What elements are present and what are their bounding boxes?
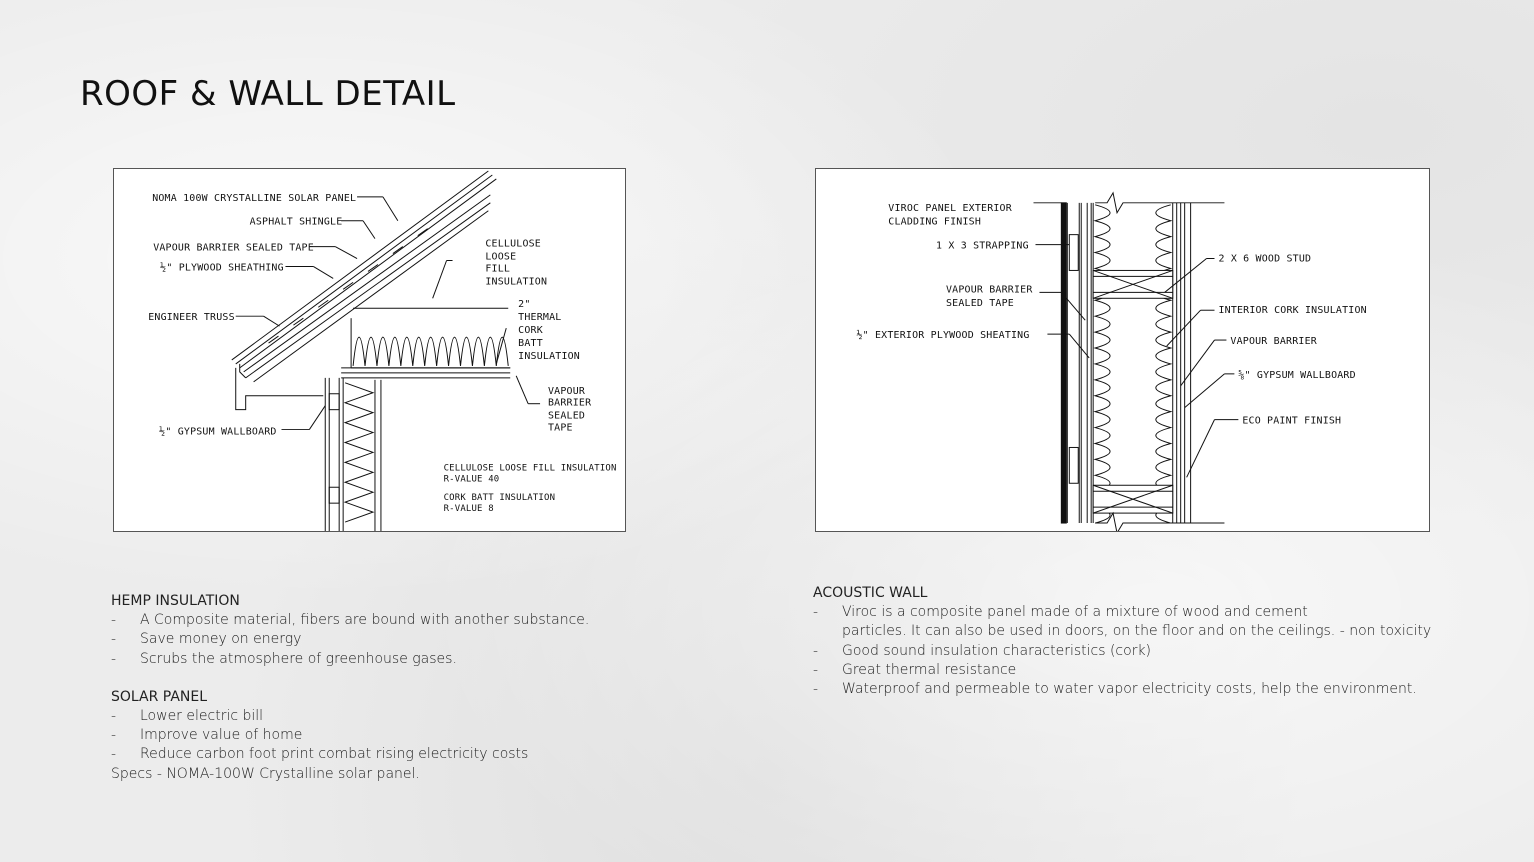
wall-label-vb-2: SEALED TAPE [945,298,1014,310]
roof-legend-4: R-VALUE 8 [443,504,494,515]
roof-label-cork-4: BATT [518,338,543,350]
acoustic-list-rest [813,642,1433,700]
roof-label-cork-2: THERMAL [518,312,562,324]
roof-detail-svg [114,169,625,531]
list-item: - A Composite material, fibers are bound with another substance. [111,611,711,630]
roof-label-cellulose-3: FILL [485,263,511,275]
list-item: - Scrubs the atmosphere of greenhouse gases. [111,650,711,669]
roof-label-cork-3: CORK [518,325,543,337]
acoustic-item1-continued: particles. It can also be used in doors, on the floor and on the ceilings. - non toxicity [842,623,1432,640]
wall-label-viroc-1: VIROC PANEL EXTERIOR [888,202,1012,214]
acoustic-heading: ACOUSTIC WALL [813,585,928,601]
solar-heading: SOLAR PANEL [111,688,208,705]
hemp-list [111,611,711,669]
list-item: - Waterproof and permeable to water vapor electricity costs, help the environment. [813,680,1433,699]
roof-label-asphalt: ASPHALT SHINGLE [249,216,343,228]
wall-label-vapour: VAPOUR BARRIER [1230,336,1317,348]
roof-label-vb-4: TAPE [548,422,573,434]
roof-label-cellulose-4: INSULATION [485,276,548,288]
wall-label-cork: INTERIOR CORK INSULATION [1218,305,1367,317]
roof-label-vb-1: VAPOUR [548,385,586,397]
wall-detail-drawing [815,168,1430,532]
solar-list [111,707,711,765]
acoustic-list [813,603,1433,622]
list-item: - Save money on energy [111,630,711,649]
roof-label-plywood: ½" PLYWOOD SHEATHING [160,262,284,274]
roof-detail-drawing [113,168,626,532]
roof-label-vb-3: SEALED [548,410,586,422]
roof-label-cork-5: INSULATION [518,350,581,362]
roof-label-gypsum: ½" GYPSUM WALLBOARD [159,426,277,438]
wall-label-paint: ECO PAINT FINISH [1242,415,1342,427]
roof-label-vb-2: BARRIER [548,397,592,409]
hemp-heading: HEMP INSULATION [111,593,240,609]
solar-specs: Specs - NOMA-100W Crystalline solar panel. [111,765,420,782]
roof-legend-2: R-VALUE 40 [443,474,500,485]
roof-legend-1: CELLULOSE LOOSE FILL INSULATION [443,463,617,474]
roof-label-solar-panel: NOMA 100W CRYSTALLINE SOLAR PANEL [152,192,357,204]
wall-label-plywood: ½" EXTERIOR PLYWOOD SHEATING [856,330,1030,342]
wall-label-stud: 2 X 6 WOOD STUD [1218,253,1312,265]
wall-label-vb-1: VAPOUR BARRIER [945,284,1033,296]
list-item: - Great thermal resistance [813,661,1433,680]
roof-label-cellulose-2: LOOSE [485,251,517,263]
list-item: - Viroc is a composite panel made of a mixture of wood and cement [813,603,1433,622]
list-item: - Lower electric bill [111,707,711,726]
acoustic-notes [813,584,1433,699]
list-item: - Good sound insulation characteristics (cork) [813,642,1433,661]
page-title: ROOF & WALL DETAIL [80,74,456,114]
roof-legend-3: CORK BATT INSULATION [443,493,556,504]
wall-label-viroc-2: CLADDING FINISH [888,216,982,228]
roof-label-truss: ENGINEER TRUSS [148,312,235,324]
wall-detail-svg [816,169,1429,531]
roof-notes [111,592,711,784]
roof-label-cork-1: 2" [518,299,531,311]
wall-label-gypsum: ⅝" GYPSUM WALLBOARD [1238,369,1356,381]
roof-label-cellulose-1: CELLULOSE [485,238,542,250]
list-item: - Reduce carbon foot print combat rising electricity costs [111,745,711,764]
wall-label-strapping: 1 X 3 STRAPPING [936,240,1029,252]
roof-label-vapour-tape: VAPOUR BARRIER SEALED TAPE [153,242,314,254]
list-item: - Improve value of home [111,726,711,745]
